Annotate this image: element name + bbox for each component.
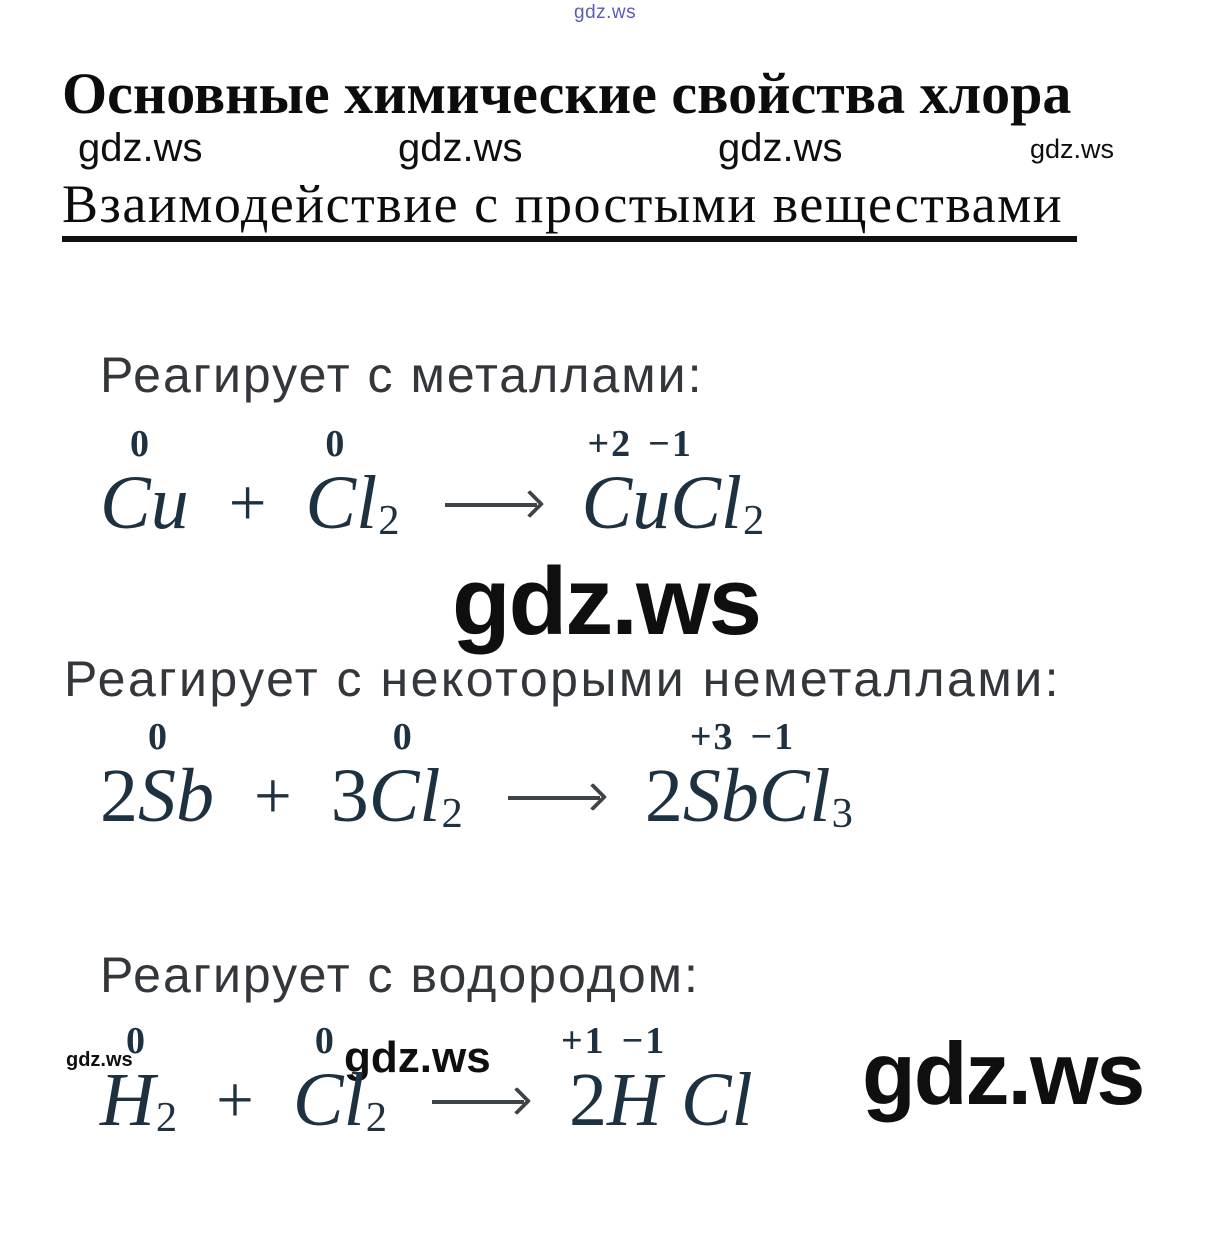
watermark-center: gdz.ws	[452, 548, 761, 655]
product-term	[560, 1020, 754, 1142]
section-label-hydrogen: Реагирует с водородом:	[100, 947, 700, 1003]
watermark: gdz.ws	[66, 1049, 133, 1071]
watermark: gdz.ws	[1030, 134, 1115, 164]
element-symbol: H	[100, 1058, 155, 1142]
reactant-term	[305, 423, 400, 545]
element-symbol: Sb	[138, 754, 214, 838]
element-symbol: Cl	[305, 461, 378, 545]
oxidation-state: 0	[314, 1020, 336, 1062]
oxidation-positive: +3	[689, 716, 735, 758]
reactant-term	[330, 716, 463, 838]
reactant-term	[100, 423, 190, 545]
oxidation-state-pair	[690, 718, 795, 756]
product-term	[644, 716, 853, 838]
oxidation-state: 0	[130, 423, 151, 465]
oxidation-state: 0	[325, 423, 347, 465]
page-subtitle: Взаимодействие с простыми веществами	[62, 176, 1077, 242]
equation-cu-cl2	[100, 423, 765, 545]
reactant-term	[100, 716, 215, 838]
element-symbol: SbCl	[682, 754, 831, 838]
coefficient: 3	[330, 754, 369, 838]
oxidation-state: 0	[148, 716, 169, 758]
oxidation-negative: −1	[648, 423, 693, 465]
oxidation-state: 0	[392, 716, 414, 758]
plus-sign: +	[254, 759, 292, 833]
section-label-nonmetals: Реагирует с некоторыми неметаллами:	[64, 651, 1062, 707]
watermark: gdz.ws	[718, 126, 843, 170]
element-symbol: CuCl	[581, 461, 743, 545]
reactant-term	[100, 1020, 178, 1142]
element-symbol: H Cl	[606, 1058, 753, 1142]
watermark: gdz.ws	[344, 1033, 491, 1082]
subscript: 2	[365, 1093, 387, 1141]
oxidation-positive: +2	[587, 423, 633, 465]
plus-sign: +	[216, 1063, 254, 1137]
oxidation-positive: +1	[560, 1020, 606, 1062]
reaction-arrow-icon	[445, 503, 537, 507]
watermark: gdz.ws	[398, 126, 523, 170]
watermark: gdz.ws	[862, 1024, 1144, 1123]
watermark-top: gdz.ws	[574, 2, 637, 23]
coefficient: 2	[100, 754, 138, 838]
element-symbol: Cl	[368, 754, 441, 838]
oxidation-state-pair	[588, 425, 693, 463]
subscript: 2	[155, 1093, 178, 1141]
oxidation-negative: −1	[621, 1020, 667, 1062]
element-symbol: Cl	[292, 1058, 365, 1142]
watermark: gdz.ws	[78, 126, 203, 170]
oxidation-state-pair	[561, 1022, 666, 1060]
plus-sign: +	[228, 466, 267, 540]
section-label-metals: Реагирует с металлами:	[100, 347, 704, 403]
equation-sb-cl2	[100, 716, 853, 838]
reactant-term	[292, 1020, 387, 1142]
subscript: 2	[378, 496, 400, 544]
element-symbol: Cu	[100, 461, 189, 545]
oxidation-negative: −1	[750, 716, 796, 758]
reaction-arrow-icon	[508, 796, 600, 800]
subscript: 2	[743, 496, 765, 544]
page-title: Основные химические свойства хлора	[62, 61, 1072, 126]
coefficient: 2	[568, 1058, 607, 1142]
subscript: 3	[831, 789, 853, 837]
oxidation-state: 0	[126, 1020, 147, 1062]
reaction-arrow-icon	[432, 1100, 524, 1104]
subscript: 2	[441, 789, 463, 837]
product-term	[581, 423, 765, 545]
coefficient: 2	[644, 754, 683, 838]
